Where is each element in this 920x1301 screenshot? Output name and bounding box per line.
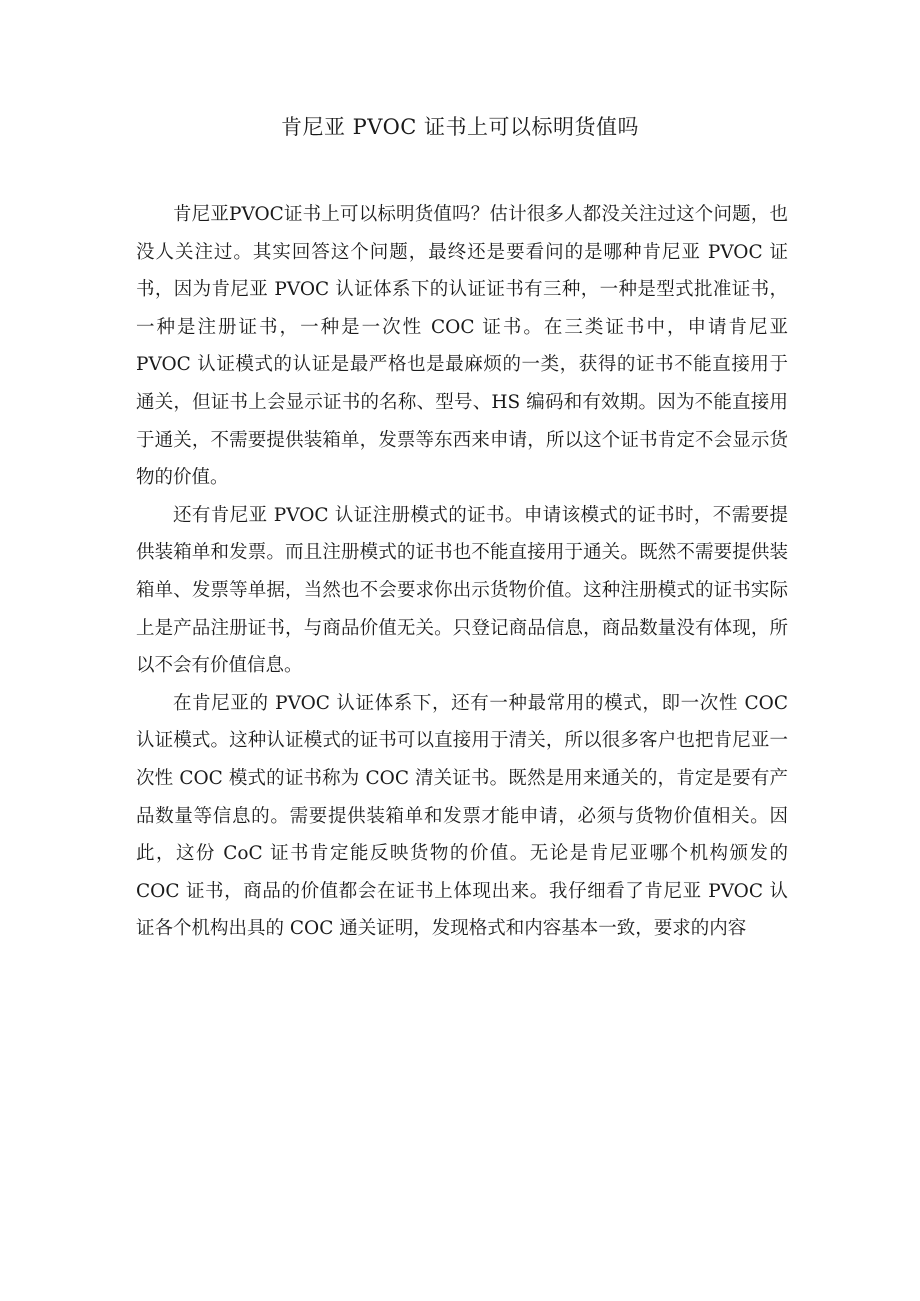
paragraph-3: 在肯尼亚的 PVOC 认证体系下，还有一种最常用的模式，即一次性 COC 认证模式。这种认证模式的证书可以直接用于清关，所以很多客户也把肯尼亚一次性 COC 模式的证书称为 COC 清关证书。既然是用来通关的，肯定是要有产品数量等信息的。需要提供装箱单和发票才能申请，必须与货物价值相关。因此，这份 CoC 证书肯定能反映货物的价值。无论是肯尼亚哪个机构颁发的 COC 证书，商品的价值都会在证书上体现出来。我仔细看了肯尼亚 PVOC 认证各个机构出具的 COC 通关证明，发现格式和内容基本一致，要求的内容: [136, 692, 788, 940]
document-body: [136, 196, 788, 948]
paragraph-1: 肯尼亚PVOC证书上可以标明货值吗？估计很多人都没关注过这个问题，也没人关注过。其实回答这个问题，最终还是要看问的是哪种肯尼亚 PVOC 证书，因为肯尼亚 PVOC 认证体系下的认证证书有三种，一种是型式批准证书，一种是注册证书，一种是一次性 COC 证书。在三类证书中，申请肯尼亚 PVOC 认证模式的认证是最严格也是最麻烦的一类，获得的证书不能直接用于通关，但证书上会显示证书的名称、型号、HS 编码和有效期。因为不能直接用于通关，不需要提供装箱单，发票等东西来申请，所以这个证书肯定不会显示货物的价值。: [136, 204, 788, 489]
document-title: 肯尼亚 PVOC 证书上可以标明货值吗: [280, 115, 640, 139]
paragraph-2: 还有肯尼亚 PVOC 认证注册模式的证书。申请该模式的证书时，不需要提供装箱单和发票。而且注册模式的证书也不能直接用于通关。既然不需要提供装箱单、发票等单据，当然也不会要求你出示货物价值。这种注册模式的证书实际上是产品注册证书，与商品价值无关。只登记商品信息，商品数量没有体现，所以不会有价值信息。: [136, 504, 788, 677]
